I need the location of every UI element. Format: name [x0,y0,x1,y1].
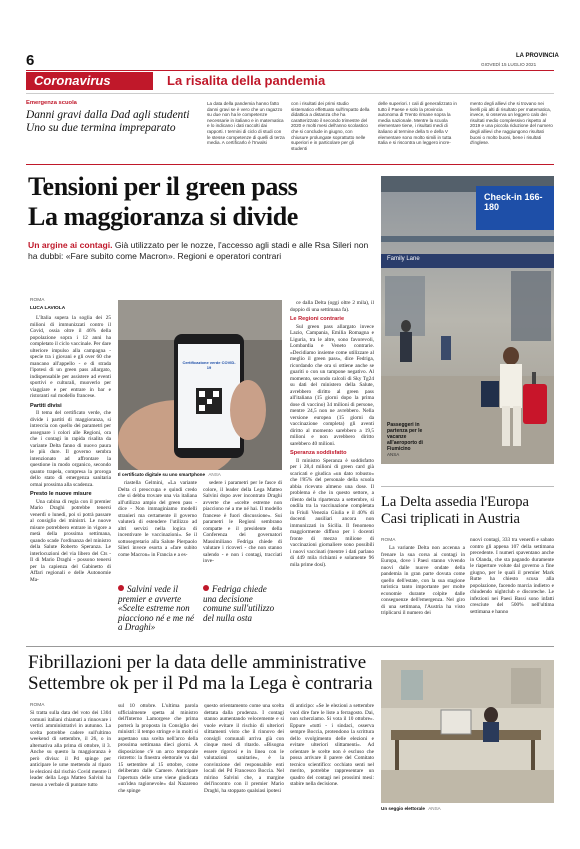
section-label [26,72,153,90]
top-col-2: con i risultati dei primi studio sistematico effettuato sull'impatto della didattica a distanza che ha caratterizzato il secondo trimestre del 2020 e molti mesi dell'anno scolastico che si conclude in giugno, con chiusure prolungate soprattutto nelle superiori e in particolare per gli studenti [291,101,370,151]
airport-scene [381,176,554,464]
bottom-col-2: sul 10 ottobre. L'ultima parola ufficialmente spetta al ministro dell'Interno Lamorgese che prima porterà la proposta in Consiglio dei ministri: il tempo stringe e in molti si aspettano una scelta nell'arco della prossima settimana dieci giorni. A disposizione c'è un arco temporale ristretto: la finestra elettorale va dal 15 settembre al 15 ottobre, come deliberato dalle Camere. Anticipare l'apertura delle urne viene giudicata «un'idea ragionevole» dal Nazareno che spinge [118,703,198,794]
quote-bullet-icon [203,585,209,591]
section-name: Coronavirus [34,73,111,88]
main-col-4 [290,300,374,642]
main-dateline: ROMA [30,298,45,303]
bottom-col-4: di anticipo: «Se le elezioni a settembre vuol dire fare le liste a ferragosto. Dai, non scherziamo. Si vota il 10 ottobre». Eppure «tutti - i sindaci, osserva sempre Boccia, protendono la scrittura dello svolgimento delle elezioni e evitare ulteriori slittamenti». Ad orientare le scelte non è escluso che possa arrivare il parere del Comitato tecnico scientifico: occhiato senti nel merito, potrebbe rappresentare un quadro del contagi nei prossimi mesi: stabire nella decisione. [290,703,374,787]
phone-screen-text: Certificazione verde COVID-19 [182,360,236,370]
section-title: La risalita della pandemia [167,73,326,88]
top-col-4: mento degli allievi che si trovano nei livelli più alti di risultato per matematica, invece, si osserva un leggero calo dei risultati medio complessivo rispetto al 2019 e una piccola riduzione del numero degli allievi che raggiungono risultati buoni o molto buoni, bene i risultati d'inglese. [470,101,553,146]
polling-caption [381,806,441,811]
main-col4-p3: Il ministro Speranza è soddisfatto per i 28,4 milioni di green card già scaricati e giudica «un dato robusto» che l'85% del personale della scuola abbia ricevuto almeno una dose. Il problema è che in questo settore, a rilento della ripartenza a settembre, si ondila tra la vaccinazione completata in Friuli Venezia Giulia e il 40% di docenti ausiliari ancora non immunizzati in Sicilia. Il fenomeno maggiormente diffuso per i docenti fronte di mezzo milione di vaccinazioni giornaliere sono possibili i nuovi vaccinati (mentre i dati parlano di 449 mila richiami e solamente 96 mila prime dosi). [290,457,374,568]
bottom-headline-line2: Settembre ok per il Pd ma la Lega è contraria [28,673,373,694]
delta-col-2: nuovi contagi, 333 tra venerdì e sabato contro gli appena 107 della settimana precedente. I numeri spaventano anche in Olanda, che sta pagando duramente le riaperture volute dal governo a fine giugno, per le quali il premier Mark Rutte ha chiesto scusa alla popolazione, facendo marcia indietro e chiudendo nightclub e discoteche. Le infezioni nei Paesi Bassi sono infatti cresciute del 500% nell'ultima settimana e hanno [470,537,554,615]
polling-caption-credit: ANSA [428,806,441,811]
main-col-3 [203,480,282,576]
top-divider [26,164,554,165]
bottom-dateline: ROMA [30,703,45,708]
main-deck [28,240,370,261]
delta-divider [381,486,554,487]
issue-date: GIOVEDÌ 15 LUGLIO 2021 [481,62,537,67]
quote-bullet-icon [118,585,124,591]
bottom-divider [26,646,554,647]
main-headline-line1: Tensioni per il green pass [28,172,298,201]
masthead: LA PROVINCIA [516,53,559,59]
quote-salvini [118,585,197,633]
polling-scene [381,660,554,803]
main-deck-text: Già utilizzato per le nozze, l'accesso agli stadi e alle Rsa Sileri non ha dubbi: «Fare subito come Macron». Regioni e operatori contrari [28,240,369,261]
quote-fedriga-text: Fedriga chiede una decisione comune sull'utilizzo del nulla osta [203,584,275,623]
main-col2-p1: riastella Gelmini, «La variante Delta ci preoccupa e quindi credo che si debba trovare una via italiana all'utilizzo ampio del green pass - dice - Non immaginiamo modelli stranieri ma certamente il governo valuterà di estendere l'utilizzo ad altri servizi nella logica di incentivare le vaccinazioni». Se il sottosegretario alla Salute Pierpaolo Sileri invece esorta a «fare subito come Macron» in Francia e a es- [118,480,197,558]
top-col-3: delle superiori. I cali di generalizzato in tutto il Paese e solo la provincia autonoma di Trento rimane sopra la media nazionale. Mentre la scuola elementare tiene, i risultati medi di italiano al termine della 5 e della V elementare sono molto simili in tutta Italia e si riscontra un leggero incre- [378,101,457,146]
delta-col-1: La variante Delta non accenna a frenare la sua corsa ai contagi in Europa, dove i Paesi stanno vivendo nuovi dalle nuove ondate della pandemia in gran parte dovuta come quello dell'estate, con la sua stagione turistica tanto importante per molte economie durante colpite dalle conseguenze dell'emergenza. Nel giro di una settimana, l'Austria ha visto triplicarsi il numero dei [381,545,465,616]
main-byline: LUCA LAVIOLA [30,306,66,311]
main-col3-p1: sedere i parametri per le fasce di colore, il leader della Lega Matteo Salvini dopo aver incontrato Draghi avverte che «scelte estreme non piacciono né a me né hai. Il modello francese è fuori discussione». Sui parametri le Regioni sembrano compatte e il presidente della Conferenza dei governatori Massimiliano Fedriga chiede di valutare i ricoveri - che non stanno salendo - e non i contagi, tracciati inve- [203,480,282,564]
phone-caption [118,472,221,477]
top-col-1: La data della pandemia hanno fatto danni gravi se è vero che un ragazzo su due non ha le competenze necessarie in italiano e in matematica e lo indicano i dati raccolti dai rapporti. I termini di ciclo di studi con le stesse competenze di quelli di terza media. A certificarlo è l'Invalsi [207,101,285,146]
page-number: 6 [26,52,35,69]
airport-credit: ANSA [387,452,400,457]
main-col-2 [118,480,197,576]
top-headline: Danni gravi dalla Dad agli studenti Uno su due termina impreparato [26,109,190,134]
bottom-col-3: questo orientamento come una scelta dettata dalla prudenza. I contagi stanno aumentando velocemente e si vuole evitare il rischio di ulteriori slittamenti visto che il rinnovo dei consigli comunali arriva già con cinque mesi di ritardo. «Bisogna essere rigorosi e in linea con le valutazioni sanitarie», è la convinzione del responsabile enti locali del Pd Francesco Boccia. Nel mirino Salvini che, a margine dell'incontro con il premier Mario Draghi, ha stoppato qualsiasi ipotesi [204,703,284,794]
airport-photo [381,176,554,464]
phone-scene [118,300,282,470]
quote-salvini-text: Salvini vede il premier e avverte «Scelte estreme non piacciono né e me né a Draghi» [118,584,194,633]
family-lane-sign: Family Lane [387,256,420,262]
phone-photo [118,300,282,470]
polling-photo [381,660,554,803]
checkin-sign: Check-in 166-180 [484,192,543,212]
delta-dateline: ROMA [381,538,396,543]
airport-caption: Passeggeri in partenza per le vacanze all'aeroporto di Fiumicino [387,422,423,452]
main-sub-speranza: Speranza soddisfatto [290,450,347,456]
main-col1-p1: L'Italia supera la soglia dei 25 milioni di immunizzati contro il Covid, ossia oltre il 46% della popolazione sopra i 12 anni ha completato il ciclo vaccinale. Per dare ulteriore impulso alla campagna - specie tra i giovani e gli over 60 che mancano all'appello - e di strada l'ipotesi di un green pass allargato, indispensabile per assistere ad eventi sportivi e culturali, muoverlo per viaggiare e per entrare in bar e ristoranti sul modello francese. [30,315,111,399]
main-sub-partiti: Partiti divisi [30,402,62,409]
main-deck-bold: Un argine ai contagi. [28,240,113,250]
delta-headline: La Delta assedia l'Europa Casi triplicati in Austria [381,494,529,527]
main-col1-p2: Il tema del certificato verde, che divide i partiti di maggioranza, si intreccia con quello dei parametri per assegnare i colori alle Regioni, ora che i contagi in rapida risalita da variante Delta fanno di nuovo paura le più dure. Il governo sembra intenzionato ad affrontare la questione in modo organico, secondo quanto trapela, compresa la proroga dello stato di emergenza sanitaria ormai prossima alla scadenza. [30,410,111,488]
main-col-1 [30,315,111,642]
quote-fedriga [203,585,282,623]
bottom-headline-line1: Fibrillazioni per la data delle amministrative [28,652,367,673]
main-col4-p2: Sul green pass allargato invece Lazio, Campania, Emilia Romagna e Liguria, tra le altre, sono favorevoli, Lombardia e Veneto contrarie. «Decidiamo insieme come utilizzare al meglio il green pass», dice Fedriga, ricordando che ora si ottiene anche se guariti o con un tampone negativo. Al momento, secondo calcoli di Sky Tg24 su dati del ministero della Salute, avrebbero diritto al green pass all'italiana (15 giorni dopo la prima dose di vaccino) 34 milioni di persone, mentre 24,5 non ne avrebbero. Nella versione europea (15 giorni da vaccinazione completa) gli aventi diritto al momento sarebbero a 19,5 milioni e non avrebbero diritto sarebbero 40 milioni. [290,323,374,447]
main-col4-p1: ce dalla Delta (oggi oltre 2 mila), il doppio di una settimana fa). [290,300,374,313]
main-sub-regioni: Le Regioni contrarie [290,316,345,322]
top-kicker: Emergenza scuola [26,100,77,106]
phone-caption-bold: Il certificato digitale su uno smartphone [118,472,206,477]
main-sub-misure: Presto le nuove misure [30,491,92,497]
bottom-col-1: Si tratta sulla data del voto dei 1304 comuni italiani chiamati a rinnovare i vertici amministrativi in autunno. La scelta potrebbe cadere sull'ultimo weekend di settembre, il 26, o in alternativa alla prima di ottobre, il 3. Anche su questo la maggioranza è però divisa: il Pd spinge per anticipare le urne mettendo al riparo le elezioni dal rischio Covid mentre il leader della Lega Matteo Salvini ha messo a verbale di puntare tutto [30,710,111,788]
polling-caption-bold: Un seggio elettorale [381,806,425,811]
main-headline-line2: La maggioranza si divide [28,202,298,231]
main-col1-p3: Una cabina di regia con il premier Mario Draghi potrebbe tenersi venerdì o lunedì, poi si potrà passare al consiglio dei ministri. Le nuove misure potrebbero entrare in vigore a metà della prossima settimana, quando scade l'ordinanza del ministro della Salute Roberto Speranza. Le interlocuzioni del via libero del Cts - Il di Mario Draghi - possono tenersi per la capienza del Gabinetto di Affari regionali e delle Autonomie Ma- [30,498,111,583]
phone-caption-credit: ANSA [208,472,221,477]
